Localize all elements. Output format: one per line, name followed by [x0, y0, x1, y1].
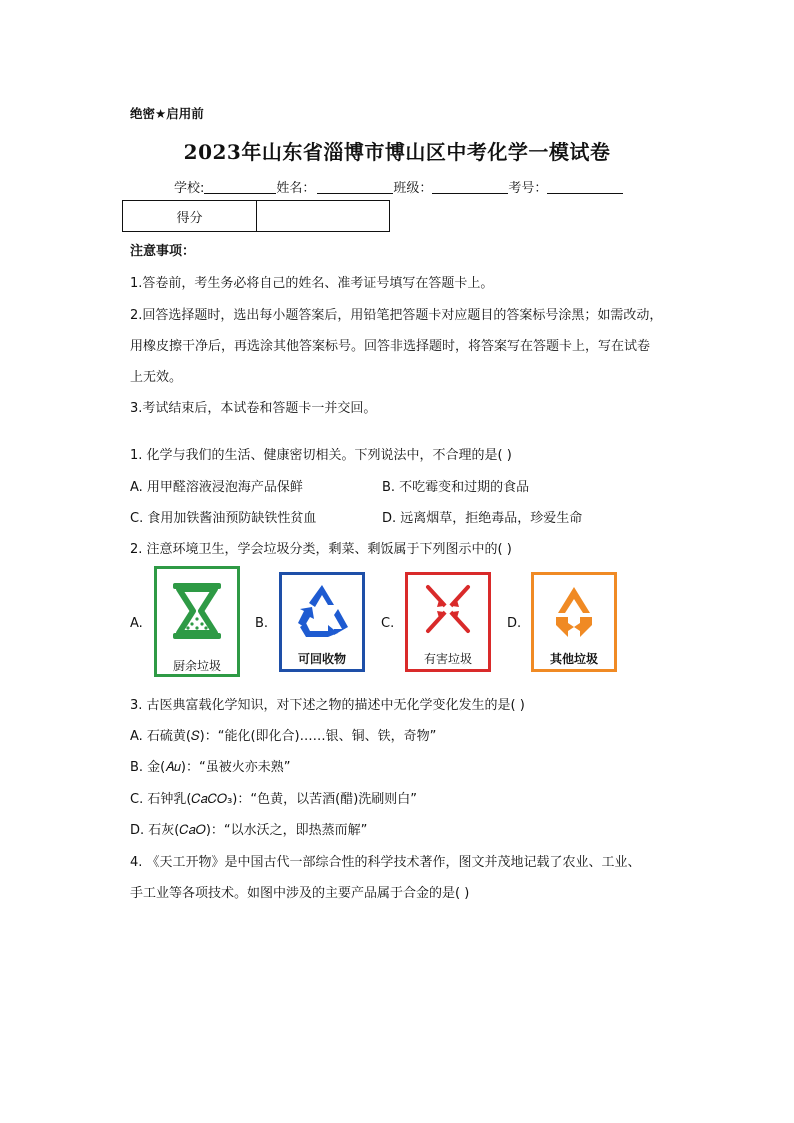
- q3-option-b[interactable]: B. 金(𝐴𝑢)：“虽被火亦未熟”: [130, 760, 291, 775]
- q2-letter-a[interactable]: A.: [130, 616, 143, 631]
- kitchen-waste-bin[interactable]: [154, 566, 240, 677]
- q3-option-d[interactable]: D. 石灰(𝐶𝑎𝑂)：“以水沃之，即热蒸而解”: [130, 823, 368, 838]
- student-info-line: [174, 177, 623, 196]
- bin-caption-kitchen: 厨余垃圾: [172, 659, 221, 673]
- exam-no-label: 考号：: [508, 181, 548, 196]
- recycle-icon: [282, 575, 362, 651]
- q1-option-a[interactable]: A. 用甲醛溶液浸泡海产品保鲜: [130, 480, 303, 495]
- q2-letter-d[interactable]: D.: [507, 616, 522, 631]
- bin-caption-other: 其他垃圾: [549, 652, 598, 666]
- name-blank[interactable]: [317, 180, 393, 194]
- other-waste-icon: [534, 575, 614, 651]
- notice-item-2-line-1: 2.回答选择题时，选出每小题答案后，用铅笔把答题卡对应题目的答案标号涂黑；如需改动，: [130, 308, 663, 323]
- school-label: 学校:: [174, 181, 205, 196]
- score-label: 得分: [123, 201, 257, 232]
- q1-stem: 1. 化学与我们的生活、健康密切相关。下列说法中，不合理的是( ): [130, 448, 512, 463]
- notice-item-1: 1.答卷前，考生务必将自己的姓名、准考证号填写在答题卡上。: [130, 276, 494, 291]
- q3-option-c[interactable]: C. 石钟乳(𝐶𝑎𝐶𝑂₃)：“色黄，以苦酒(醋)洗刷则白”: [130, 792, 417, 807]
- q3-option-a[interactable]: A. 石硫黄(𝑆)：“能化(即化合)……银、铜、铁，奇物”: [130, 729, 437, 744]
- recyclable-bin[interactable]: [279, 572, 365, 672]
- secret-label: 绝密★启用前: [130, 106, 204, 121]
- hourglass-icon: [157, 569, 237, 649]
- notice-heading: 注意事项：: [130, 244, 196, 259]
- bin-caption-recyclable: 可回收物: [297, 652, 346, 666]
- hazard-arrows-icon: [408, 575, 488, 651]
- q2-letter-c[interactable]: C.: [381, 616, 395, 631]
- q4-stem-line-2: 手工业等各项技术。如图中涉及的主要产品属于合金的是( ): [130, 886, 470, 901]
- q1-option-c[interactable]: C. 食用加铁酱油预防缺铁性贫血: [130, 511, 317, 526]
- other-waste-bin[interactable]: [531, 572, 617, 672]
- q2-stem: 2. 注意环境卫生，学会垃圾分类，剩菜、剩饭属于下列图示中的( ): [130, 542, 512, 557]
- notice-item-2-line-3: 上无效。: [130, 370, 183, 385]
- class-label: 班级：: [393, 181, 433, 196]
- q1-option-b[interactable]: B. 不吃霉变和过期的食品: [382, 480, 530, 495]
- q4-stem-line-1: 4. 《天工开物》是中国古代一部综合性的科学技术著作，图文并茂地记载了农业、工业、: [130, 855, 641, 870]
- notice-item-2-line-2: 用橡皮擦干净后，再选涂其他答案标号。回答非选择题时，将答案写在答题卡上，写在试卷: [130, 339, 651, 354]
- notice-item-3: 3.考试结束后，本试卷和答题卡一并交回。: [130, 401, 377, 416]
- page-title: 2023年山东省淄博市博山区中考化学一模试卷: [183, 140, 611, 164]
- score-value[interactable]: [257, 201, 390, 232]
- q3-stem: 3. 古医典富载化学知识，对下述之物的描述中无化学变化发生的是( ): [130, 698, 525, 713]
- score-table: [122, 200, 390, 232]
- hazardous-bin[interactable]: [405, 572, 491, 672]
- q2-letter-b[interactable]: B.: [255, 616, 269, 631]
- school-blank[interactable]: [204, 180, 276, 194]
- name-label: 姓名：: [276, 181, 316, 196]
- class-blank[interactable]: [432, 180, 508, 194]
- q1-option-d[interactable]: D. 远离烟草，拒绝毒品，珍爱生命: [382, 511, 583, 526]
- bin-caption-hazardous: 有害垃圾: [423, 652, 472, 666]
- exam-no-blank[interactable]: [547, 180, 623, 194]
